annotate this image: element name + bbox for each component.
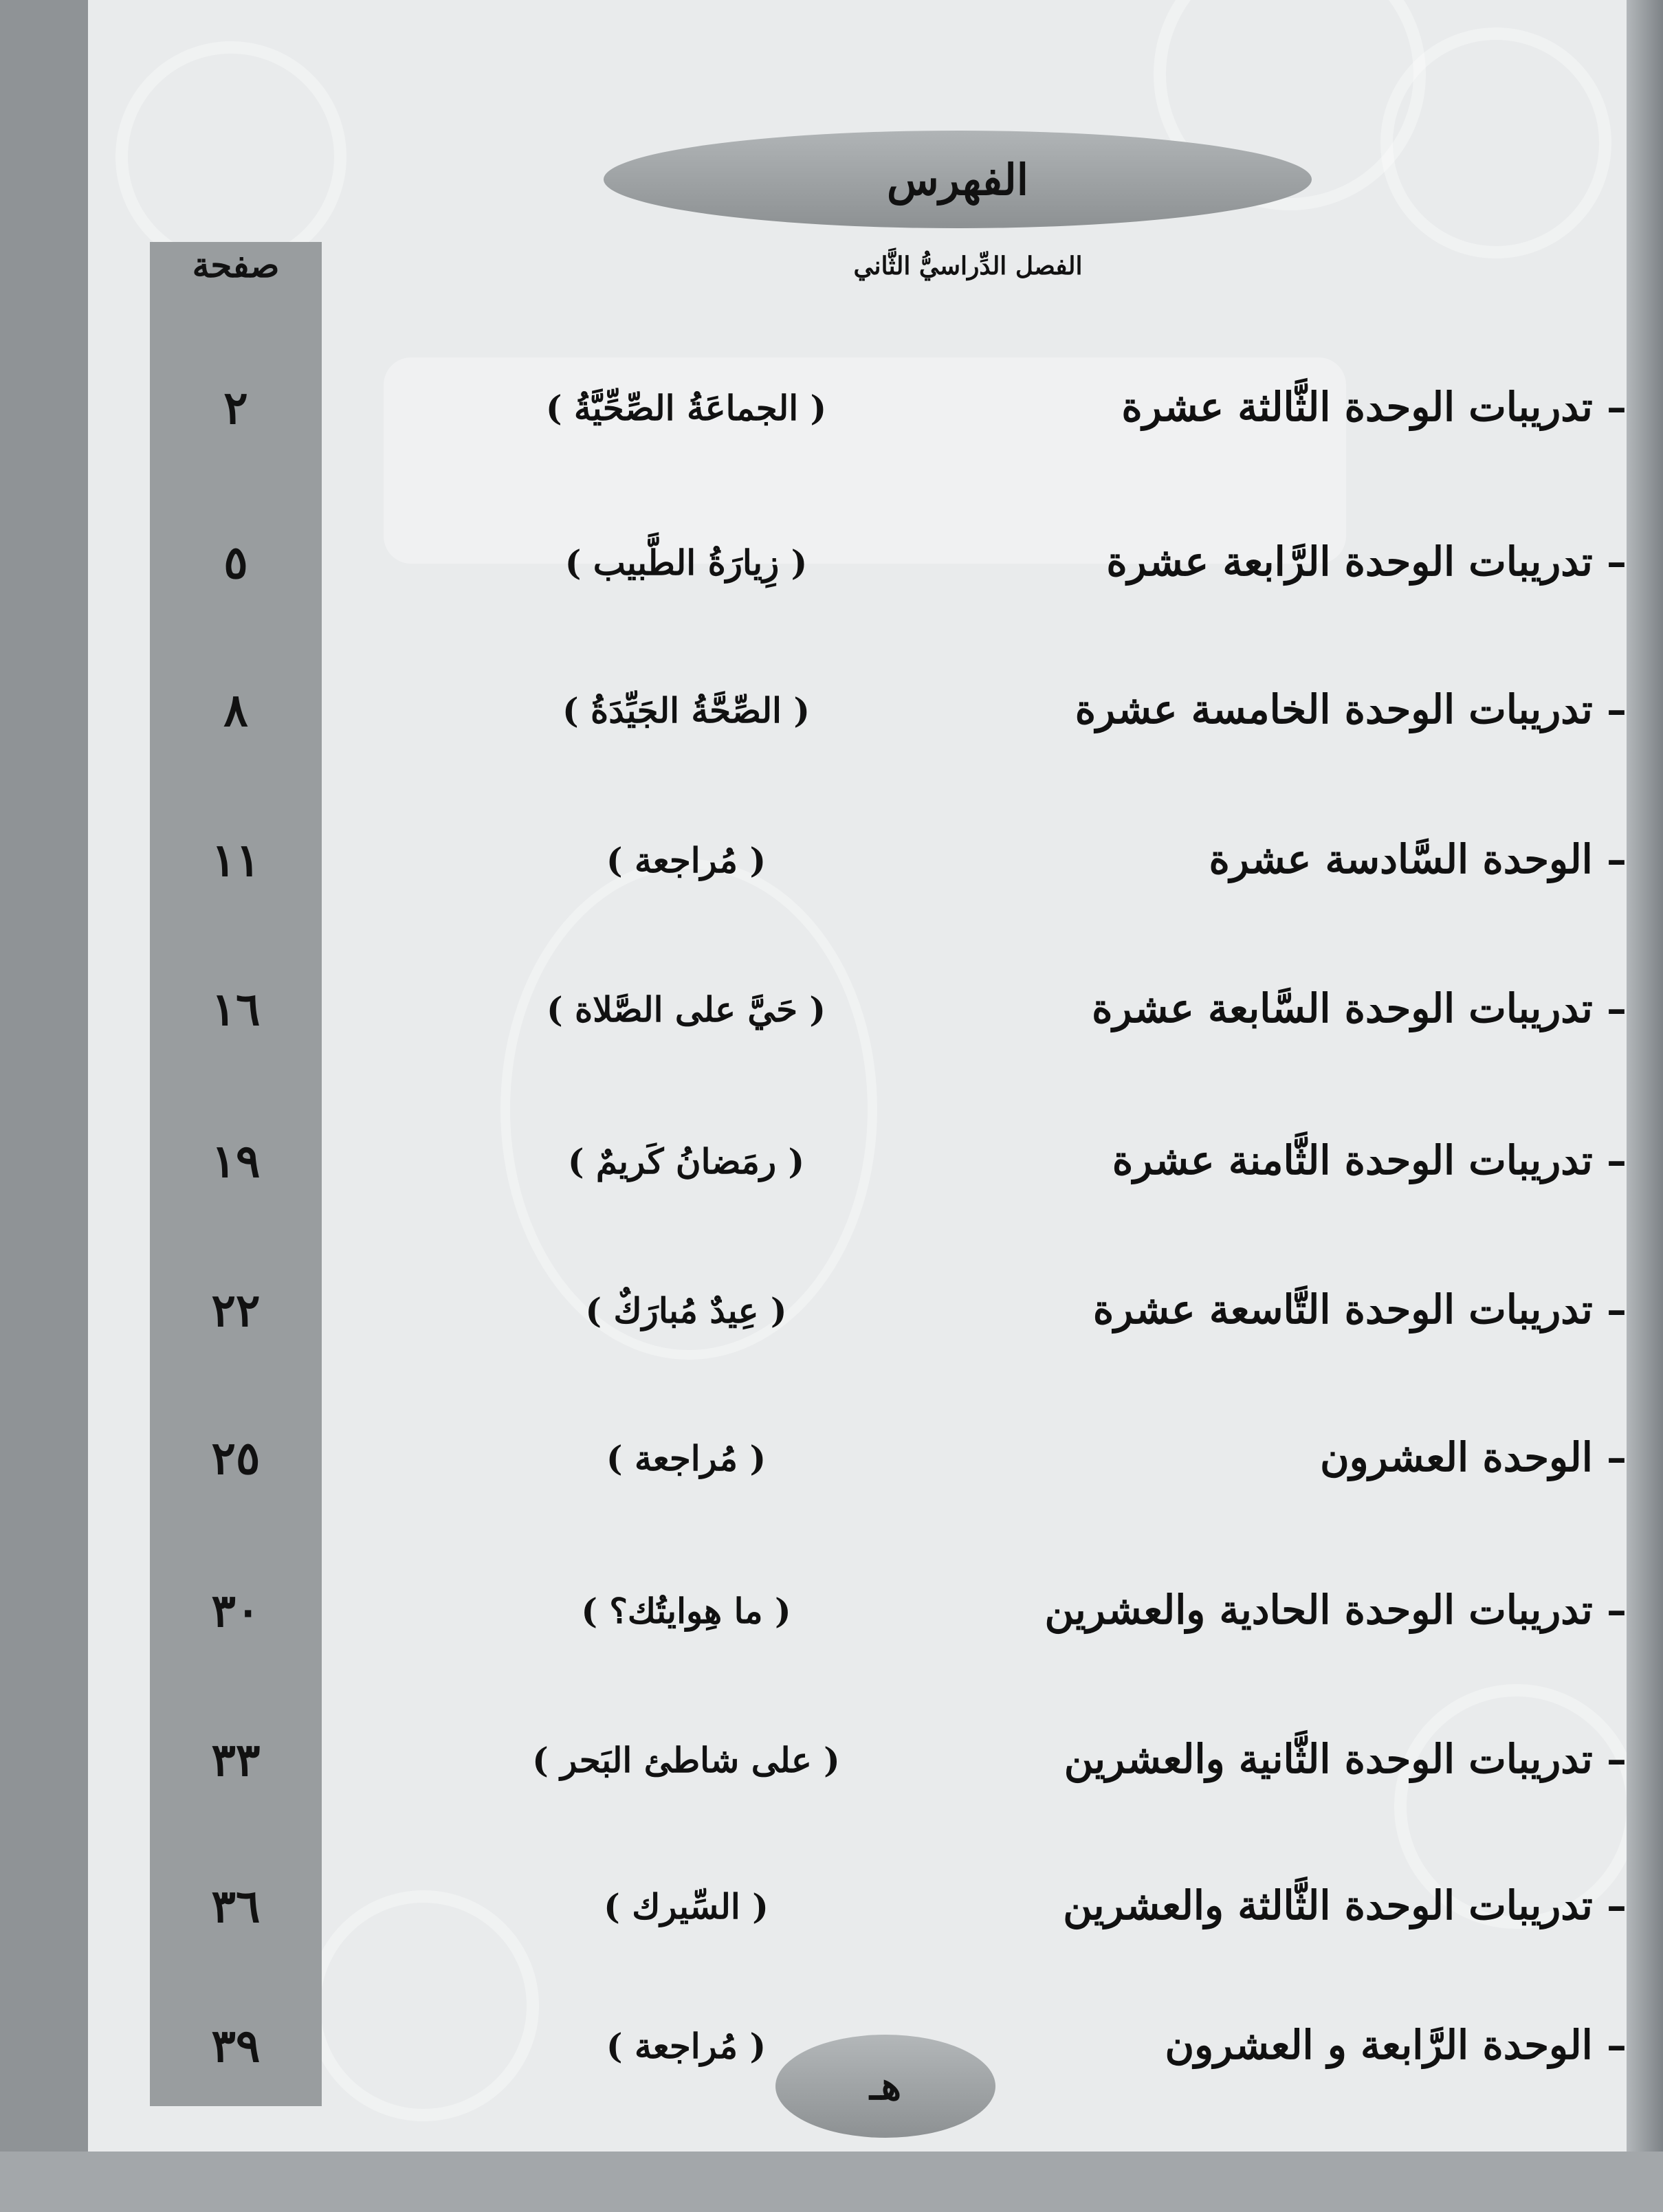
page-number-badge [775, 2035, 995, 2138]
toc-entry[interactable] [88, 526, 1627, 608]
entry-subtitle: ( الجماعَةُ الصِّحِّيَّةُ ) [545, 388, 827, 428]
entry-subtitle: ( عِيدٌ مُبارَكٌ ) [585, 1290, 787, 1331]
entry-page-number: ١٦ [211, 982, 261, 1036]
toc-entry[interactable] [88, 1422, 1627, 1504]
entry-subtitle: ( رمَضانُ كَريمٌ ) [567, 1141, 805, 1182]
entry-title: – تدريبات الوحدة الثَّانية والعشرين [1064, 1736, 1627, 1782]
entry-title: – تدريبات الوحدة الثَّالثة والعشرين [1063, 1882, 1627, 1929]
entry-page-number: ٣٦ [211, 1879, 261, 1933]
entry-title: – الوحدة السَّادسة عشرة [1209, 836, 1627, 883]
toc-entry[interactable] [88, 1870, 1627, 1952]
entry-page-number: ١٩ [211, 1134, 261, 1188]
entry-page-number: ٨ [223, 683, 248, 737]
entry-subtitle: ( مُراجعة ) [606, 1438, 767, 1479]
toc-entry[interactable] [88, 1125, 1627, 1207]
entry-subtitle: ( مُراجعة ) [606, 840, 767, 881]
toc-entry[interactable] [88, 674, 1627, 756]
entry-page-number: ٥ [223, 535, 248, 589]
entry-title: – تدريبات الوحدة السَّابعة عشرة [1092, 985, 1627, 1032]
entry-subtitle: ( على شاطئ البَحر ) [532, 1740, 840, 1780]
toc-entry[interactable] [88, 1274, 1627, 1356]
entry-page-number: ٣٠ [211, 1584, 261, 1637]
page-bottom-edge [0, 2152, 1663, 2212]
entry-title: – الوحدة الرَّابعة و العشرون [1165, 2022, 1627, 2068]
entry-title: – تدريبات الوحدة الثَّالثة عشرة [1121, 384, 1627, 430]
page-letter: هـ [870, 2064, 901, 2109]
toc-entry[interactable] [88, 1723, 1627, 1806]
entry-title: – تدريبات الوحدة الثَّامنة عشرة [1112, 1137, 1627, 1184]
entry-subtitle: ( ما هِوايتُك؟ ) [581, 1591, 791, 1631]
toc-entry[interactable] [88, 823, 1627, 906]
toc-entry[interactable] [88, 371, 1627, 454]
entry-subtitle: ( الصِّحَّةُ الجَيِّدَةُ ) [562, 690, 811, 731]
entry-title: – الوحدة العشرون [1320, 1434, 1627, 1481]
page-title: الفهرس [887, 154, 1028, 205]
page-column-header: صفحة [192, 245, 280, 285]
entry-page-number: ٣٩ [211, 2019, 261, 2072]
entry-page-number: ٣٣ [211, 1733, 261, 1787]
entry-title: – تدريبات الوحدة التَّاسعة عشرة [1092, 1286, 1627, 1333]
book-spine-edge [1627, 0, 1663, 2212]
entry-subtitle: ( حَيَّ على الصَّلاة ) [546, 989, 826, 1030]
entry-title: – تدريبات الوحدة الخامسة عشرة [1075, 686, 1627, 733]
semester-label: الفصل الدِّراسيُّ الثَّاني [853, 252, 1083, 280]
entry-page-number: ٢٢ [211, 1283, 261, 1337]
entry-subtitle: ( مُراجعة ) [606, 2026, 767, 2066]
book-page [88, 0, 1627, 2152]
entry-subtitle: ( السِّيرك ) [604, 1886, 769, 1927]
entry-subtitle: ( زِيارَةُ الطَّبيب ) [564, 542, 808, 583]
toc-list [88, 0, 1627, 2152]
entry-page-number: ٢ [223, 381, 248, 434]
entry-page-number: ٢٥ [211, 1431, 261, 1485]
toc-entry[interactable] [88, 1574, 1627, 1657]
entry-title: – تدريبات الوحدة الرَّابعة عشرة [1106, 538, 1627, 585]
toc-entry[interactable] [88, 973, 1627, 1055]
entry-title: – تدريبات الوحدة الحادية والعشرين [1044, 1586, 1627, 1633]
entry-page-number: ١١ [211, 833, 261, 887]
